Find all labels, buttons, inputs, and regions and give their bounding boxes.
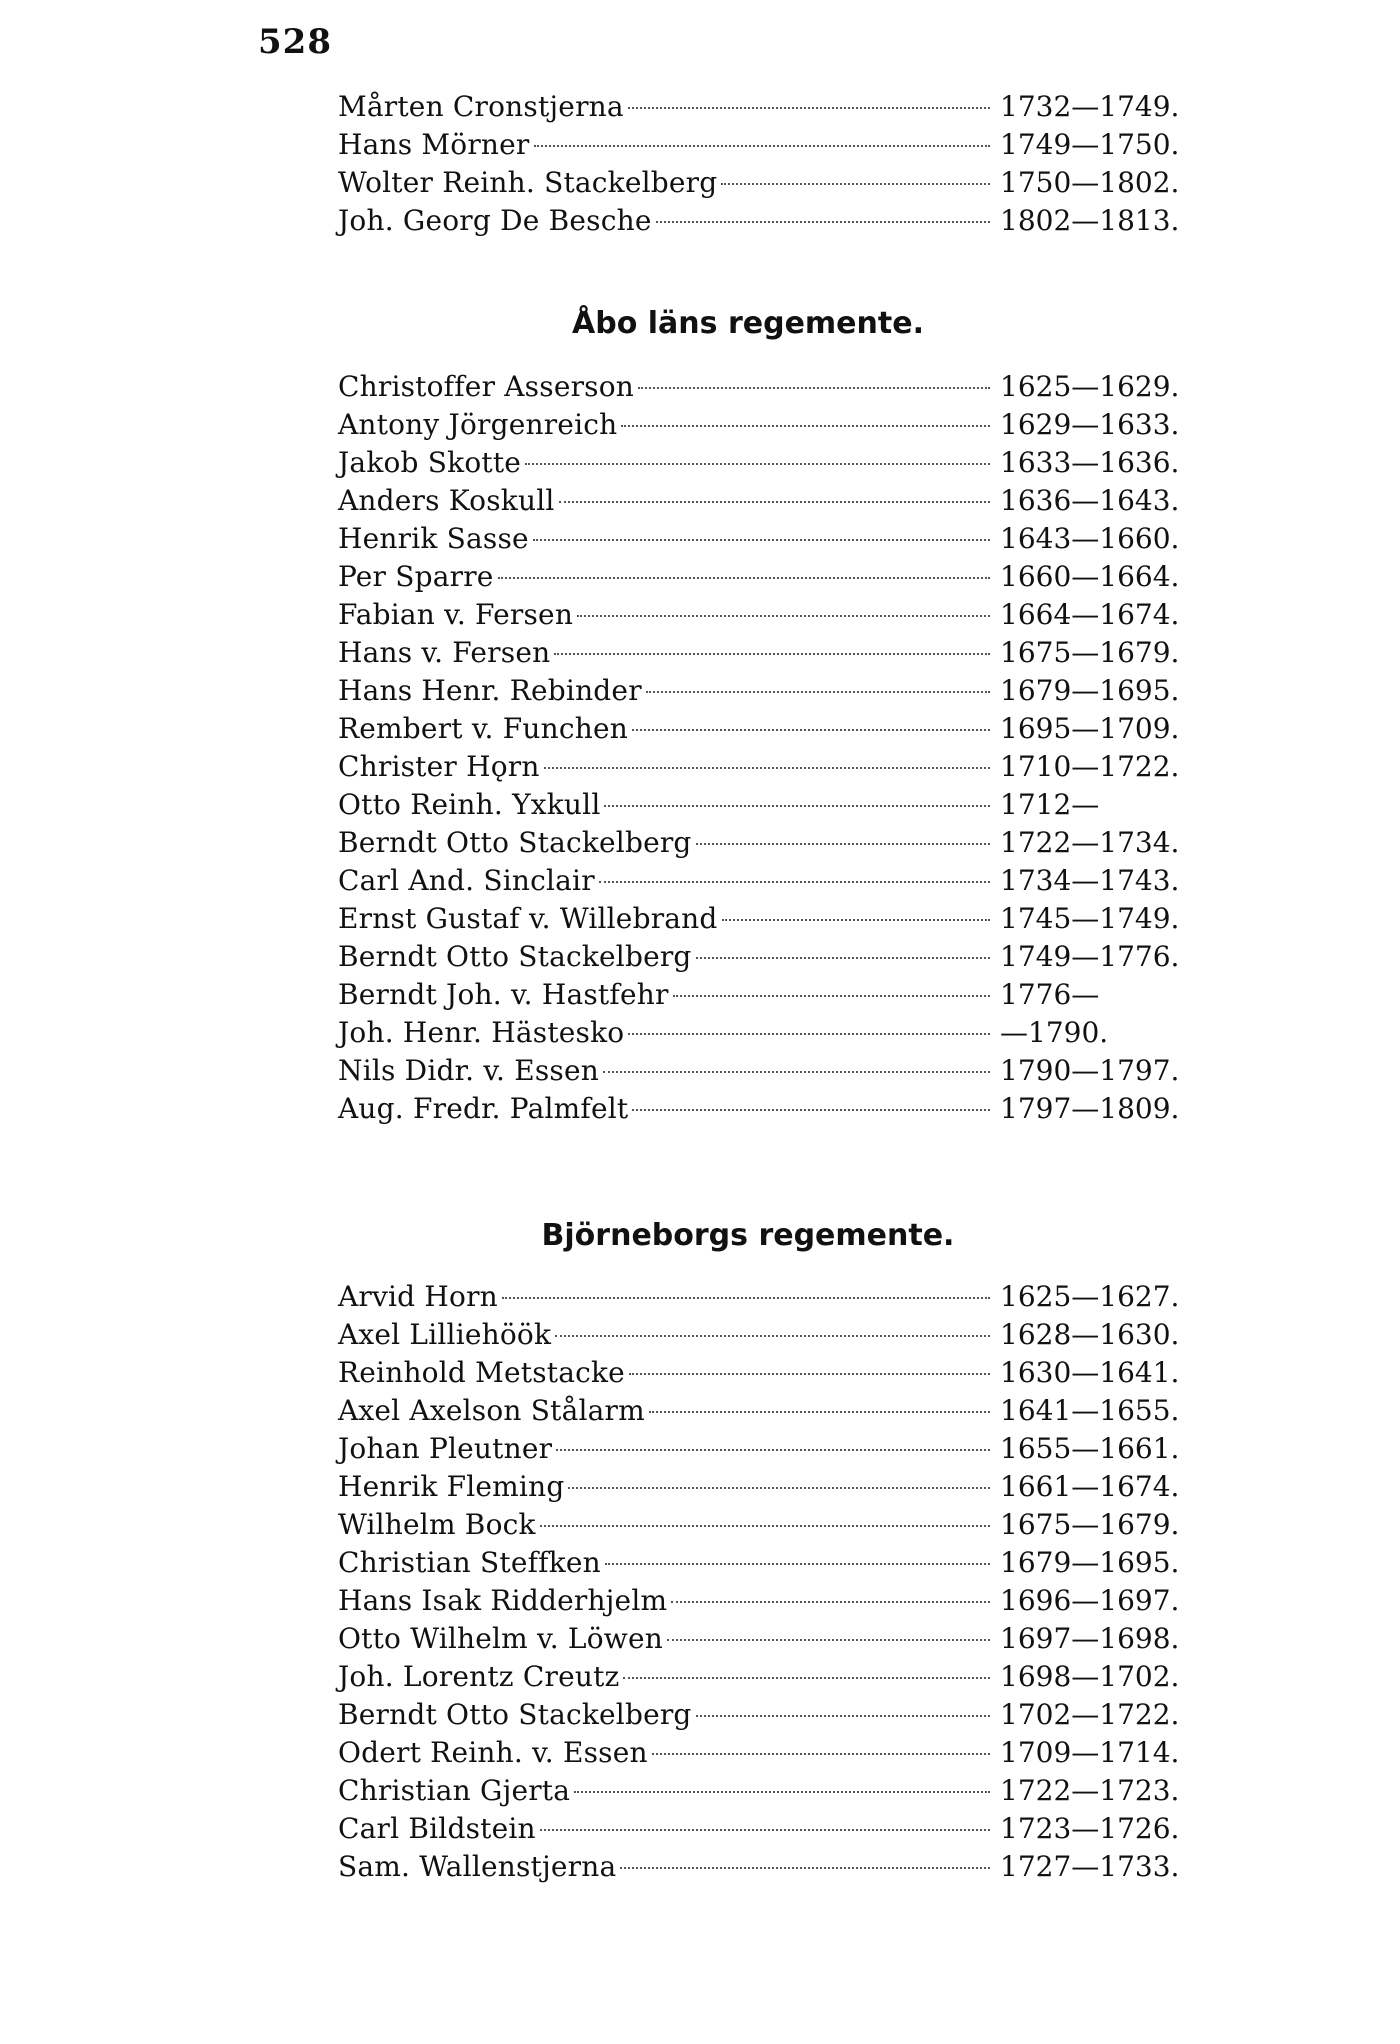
list-item xyxy=(338,202,1180,240)
entry-name: Otto Wilhelm v. Löwen xyxy=(338,1622,663,1655)
entry-years: 1750—1802. xyxy=(1000,166,1180,199)
entry-name: Hans Mörner xyxy=(338,128,530,161)
dot-leader xyxy=(603,1071,990,1073)
dot-leader xyxy=(629,1373,990,1375)
dot-leader xyxy=(534,145,990,147)
entry-name: Aug. Fredr. Palmfelt xyxy=(338,1092,629,1125)
entry-name: Hans v. Fersen xyxy=(338,636,551,669)
entry-years: 1664—1674. xyxy=(1000,598,1180,631)
entry-name: Hans Henr. Rebinder xyxy=(338,674,642,707)
entry-name: Berndt Otto Stackelberg xyxy=(338,940,692,973)
entry-name: Nils Didr. v. Essen xyxy=(338,1054,599,1087)
entry-years: 1636—1643. xyxy=(1000,484,1180,517)
entry-years: 1633—1636. xyxy=(1000,446,1180,479)
entry-name: Otto Reinh. Yxkull xyxy=(338,788,601,821)
dot-leader xyxy=(525,463,990,465)
entry-name: Ernst Gustaf v. Willebrand xyxy=(338,902,718,935)
entry-name: Arvid Horn xyxy=(338,1280,498,1313)
list-item xyxy=(338,126,1180,164)
dot-leader xyxy=(559,501,990,503)
list-item xyxy=(338,1430,1180,1468)
entry-name: Berndt Otto Stackelberg xyxy=(338,826,692,859)
dot-leader xyxy=(628,1033,990,1035)
entry-name: Joh. Georg De Besche xyxy=(338,204,652,237)
list-item xyxy=(338,862,1180,900)
dot-leader xyxy=(667,1639,990,1641)
dot-leader xyxy=(599,881,990,883)
entry-name: Christer Hǫrn xyxy=(338,750,540,783)
list-item xyxy=(338,1658,1180,1696)
dot-leader xyxy=(540,1829,990,1831)
list-item xyxy=(338,748,1180,786)
dot-leader xyxy=(721,183,990,185)
list-item xyxy=(338,634,1180,672)
list-item xyxy=(338,1848,1180,1886)
entry-name: Berndt Otto Stackelberg xyxy=(338,1698,692,1731)
entry-years: 1641—1655. xyxy=(1000,1394,1180,1427)
entry-years: 1660—1664. xyxy=(1000,560,1180,593)
entry-years: 1732—1749. xyxy=(1000,90,1180,123)
entry-name: Fabian v. Fersen xyxy=(338,598,574,631)
entry-years: 1722—1723. xyxy=(1000,1774,1180,1807)
dot-leader xyxy=(646,691,990,693)
entry-years: 1630—1641. xyxy=(1000,1356,1180,1389)
list-item xyxy=(338,1014,1158,1052)
entry-name: Johan Pleutner xyxy=(338,1432,553,1465)
dot-leader xyxy=(502,1297,990,1299)
dot-leader xyxy=(623,1677,990,1679)
list-item xyxy=(338,368,1180,406)
list-item xyxy=(338,1620,1180,1658)
entry-years: 1697—1698. xyxy=(1000,1622,1180,1655)
list-item xyxy=(338,1696,1180,1734)
dot-leader xyxy=(555,1335,990,1337)
entry-years: 1643—1660. xyxy=(1000,522,1180,555)
list-item xyxy=(338,1810,1180,1848)
entry-name: Carl Bildstein xyxy=(338,1812,536,1845)
list-item xyxy=(338,976,1158,1014)
dot-leader xyxy=(656,221,990,223)
dot-leader xyxy=(621,425,990,427)
entry-name: Joh. Lorentz Creutz xyxy=(338,1660,620,1693)
entry-name: Christian Steffken xyxy=(338,1546,601,1579)
entry-years: 1712— xyxy=(1000,788,1100,821)
entry-name: Reinhold Metstacke xyxy=(338,1356,625,1389)
entry-years: 1698—1702. xyxy=(1000,1660,1180,1693)
dot-leader xyxy=(498,577,990,579)
entry-years: 1797—1809. xyxy=(1000,1092,1180,1125)
list-item xyxy=(338,520,1180,558)
entry-years: 1802—1813. xyxy=(1000,204,1180,237)
list-item xyxy=(338,558,1180,596)
entry-years: 1675—1679. xyxy=(1000,1508,1180,1541)
entry-name: Wolter Reinh. Stackelberg xyxy=(338,166,718,199)
list-bjorneborgs-regemente xyxy=(338,1278,1180,1886)
entry-years: 1723—1726. xyxy=(1000,1812,1180,1845)
section-heading-bjorneborg: Björneborgs regemente. xyxy=(541,1218,955,1253)
dot-leader xyxy=(605,1563,990,1565)
list-item xyxy=(338,1090,1180,1128)
entry-years: 1734—1743. xyxy=(1000,864,1180,897)
entry-years: 1776— xyxy=(1000,978,1100,1011)
dot-leader xyxy=(696,843,990,845)
dot-leader xyxy=(620,1867,990,1869)
list-item xyxy=(338,900,1180,938)
entry-name: Christoffer Asserson xyxy=(338,370,635,403)
list-item xyxy=(338,786,1158,824)
dot-leader xyxy=(638,387,990,389)
page-number: 528 xyxy=(258,22,332,62)
entry-years: —1790. xyxy=(1000,1016,1109,1049)
entry-years: 1625—1627. xyxy=(1000,1280,1180,1313)
entry-years: 1709—1714. xyxy=(1000,1736,1180,1769)
entry-name: Rembert v. Funchen xyxy=(338,712,628,745)
entry-name: Christian Gjerta xyxy=(338,1774,571,1807)
entry-years: 1655—1661. xyxy=(1000,1432,1180,1465)
dot-leader xyxy=(652,1753,990,1755)
list-item xyxy=(338,1734,1180,1772)
dot-leader xyxy=(544,767,990,769)
entry-years: 1695—1709. xyxy=(1000,712,1180,745)
dot-leader xyxy=(604,805,990,807)
entry-name: Sam. Wallenstjerna xyxy=(338,1850,617,1883)
entry-years: 1675—1679. xyxy=(1000,636,1180,669)
dot-leader xyxy=(533,539,990,541)
list-item xyxy=(338,1316,1180,1354)
list-abo-lans-regemente xyxy=(338,368,1180,1128)
list-item xyxy=(338,1052,1180,1090)
entry-years: 1625—1629. xyxy=(1000,370,1180,403)
entry-name: Odert Reinh. v. Essen xyxy=(338,1736,648,1769)
entry-name: Henrik Sasse xyxy=(338,522,529,555)
list-item xyxy=(338,88,1180,126)
list-item xyxy=(338,1278,1180,1316)
entry-name: Berndt Joh. v. Hastfehr xyxy=(338,978,669,1011)
list-item xyxy=(338,1582,1180,1620)
list-item xyxy=(338,938,1180,976)
list-item xyxy=(338,824,1180,862)
entry-name: Wilhelm Bock xyxy=(338,1508,536,1541)
dot-leader xyxy=(696,1715,990,1717)
dot-leader xyxy=(649,1411,990,1413)
entry-years: 1722—1734. xyxy=(1000,826,1180,859)
section-heading-abo: Åbo läns regemente. xyxy=(572,306,924,341)
entry-name: Henrik Fleming xyxy=(338,1470,565,1503)
entry-years: 1790—1797. xyxy=(1000,1054,1180,1087)
dot-leader xyxy=(577,615,990,617)
list-item xyxy=(338,482,1180,520)
dot-leader xyxy=(628,107,990,109)
dot-leader xyxy=(632,729,990,731)
list-item xyxy=(338,444,1180,482)
entry-name: Per Sparre xyxy=(338,560,494,593)
list-item xyxy=(338,1354,1180,1392)
list-item xyxy=(338,164,1180,202)
list-item xyxy=(338,1468,1180,1506)
entry-years: 1679—1695. xyxy=(1000,1546,1180,1579)
dot-leader xyxy=(696,957,990,959)
entry-years: 1629—1633. xyxy=(1000,408,1180,441)
entry-years: 1745—1749. xyxy=(1000,902,1180,935)
entry-name: Antony Jörgenreich xyxy=(338,408,618,441)
entry-name: Hans Isak Ridderhjelm xyxy=(338,1584,668,1617)
dot-leader xyxy=(554,653,990,655)
list-item xyxy=(338,1544,1180,1582)
entry-name: Axel Lilliehöök xyxy=(338,1318,552,1351)
entry-name: Axel Axelson Stålarm xyxy=(338,1394,645,1427)
list-item xyxy=(338,1392,1180,1430)
list-item xyxy=(338,596,1180,634)
dot-leader xyxy=(722,919,990,921)
entry-name: Anders Koskull xyxy=(338,484,555,517)
dot-leader xyxy=(671,1601,990,1603)
entry-years: 1710—1722. xyxy=(1000,750,1180,783)
dot-leader xyxy=(568,1487,990,1489)
entry-name: Jakob Skotte xyxy=(338,446,522,479)
dot-leader xyxy=(673,995,990,997)
entry-years: 1696—1697. xyxy=(1000,1584,1180,1617)
dot-leader xyxy=(556,1449,990,1451)
list-item xyxy=(338,672,1180,710)
entry-years: 1679—1695. xyxy=(1000,674,1180,707)
dot-leader xyxy=(540,1525,990,1527)
list-item xyxy=(338,1772,1180,1810)
entry-name: Joh. Henr. Hästesko xyxy=(338,1016,625,1049)
entry-years: 1749—1776. xyxy=(1000,940,1180,973)
dot-leader xyxy=(574,1791,990,1793)
entry-years: 1628—1630. xyxy=(1000,1318,1180,1351)
list-continued xyxy=(338,88,1180,240)
dot-leader xyxy=(632,1109,990,1111)
entry-years: 1661—1674. xyxy=(1000,1470,1180,1503)
entry-name: Mårten Cronstjerna xyxy=(338,90,624,123)
list-item xyxy=(338,406,1180,444)
entry-years: 1702—1722. xyxy=(1000,1698,1180,1731)
entry-years: 1727—1733. xyxy=(1000,1850,1180,1883)
entry-years: 1749—1750. xyxy=(1000,128,1180,161)
entry-name: Carl And. Sinclair xyxy=(338,864,595,897)
list-item xyxy=(338,710,1180,748)
list-item xyxy=(338,1506,1180,1544)
